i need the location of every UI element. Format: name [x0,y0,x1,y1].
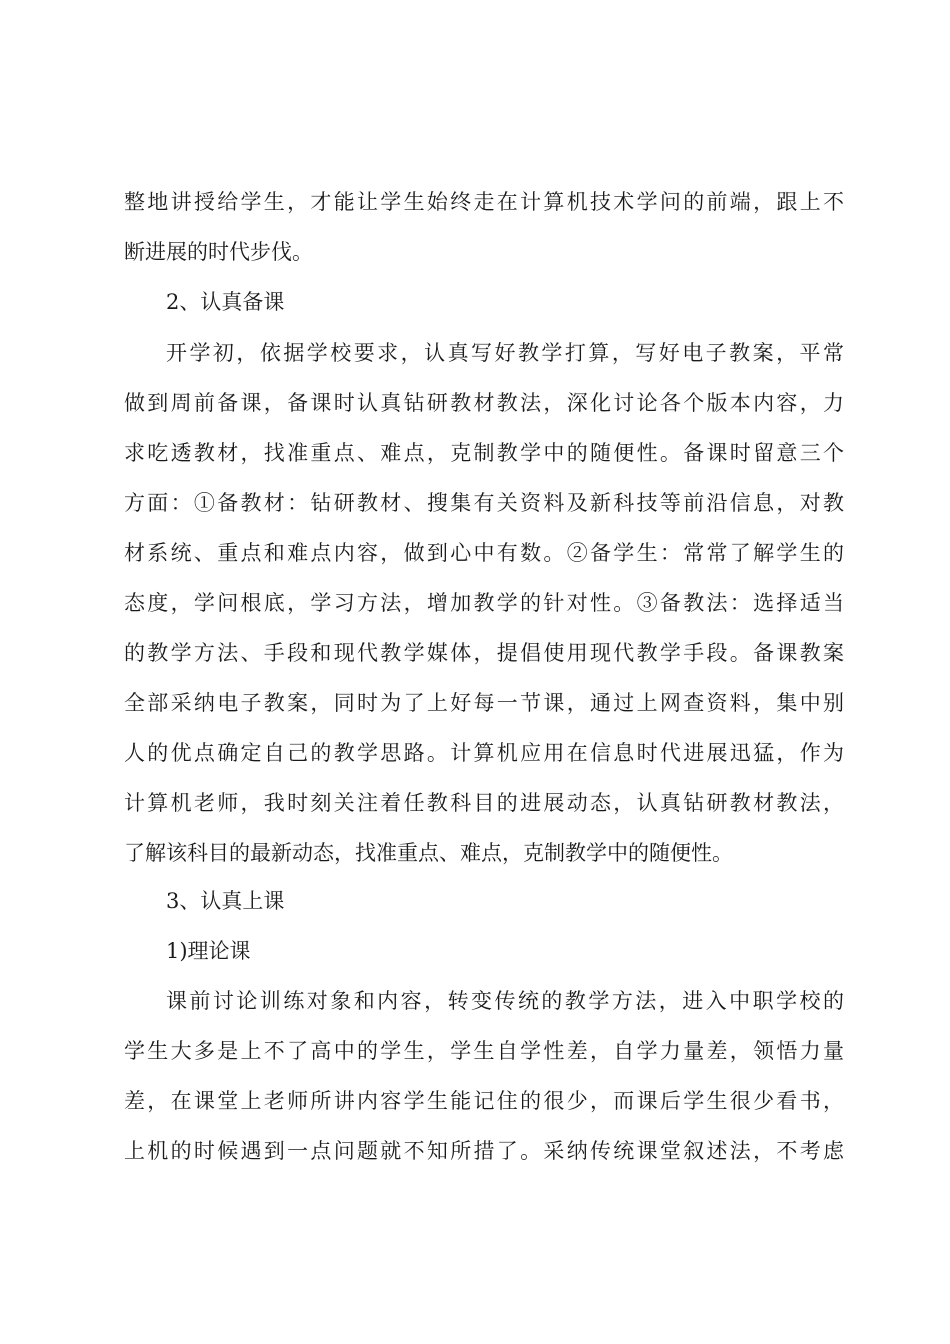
text-line-4: 开学初，依据学校要求，认真写好教学打算，写好电子教案，平常 [166,341,844,365]
text-line-1: 整地讲授给学生，才能让学生始终走在计算机技术学问的前端，跟上不 [124,190,844,214]
text-line-11: 全部采纳电子教案，同时为了上好每一节课，通过上网查资料，集中别 [124,691,844,715]
text-line-7: 方面：①备教材：钻研教材、搜集有关资料及新科技等前沿信息，对教 [124,491,844,515]
text-line-12: 人的优点确定自己的教学思路。计算机应用在信息时代进展迅猛，作为 [124,741,844,765]
subsection-heading-1: 1)理论课 [166,939,251,963]
section-heading-2: 2、认真备课 [166,290,285,314]
text-line-6: 求吃透教材，找准重点、难点，克制教学中的随便性。备课时留意三个 [124,441,844,465]
text-line-17: 课前讨论训练对象和内容，转变传统的教学方法，进入中职学校的 [166,989,844,1013]
text-line-10: 的教学方法、手段和现代教学媒体，提倡使用现代教学手段。备课教案 [124,641,844,665]
text-line-18: 学生大多是上不了高中的学生，学生自学性差，自学力量差，领悟力量 [124,1039,844,1063]
text-line-20: 上机的时候遇到一点问题就不知所措了。采纳传统课堂叙述法，不考虑 [124,1139,844,1163]
text-line-8: 材系统、重点和难点内容，做到心中有数。②备学生：常常了解学生的 [124,541,844,565]
text-line-14: 了解该科目的最新动态，找准重点、难点，克制教学中的随便性。 [124,841,733,865]
section-heading-3: 3、认真上课 [166,889,285,913]
text-line-19: 差，在课堂上老师所讲内容学生能记住的很少，而课后学生很少看书， [124,1089,844,1113]
text-line-5: 做到周前备课，备课时认真钻研教材教法，深化讨论各个版本内容，力 [124,391,844,415]
text-line-13: 计算机老师，我时刻关注着任教科目的进展动态，认真钻研教材教法， [124,791,844,815]
text-line-9: 态度，学问根底，学习方法，增加教学的针对性。③备教法：选择适当 [124,591,844,615]
text-line-2: 断进展的时代步伐。 [124,240,313,264]
